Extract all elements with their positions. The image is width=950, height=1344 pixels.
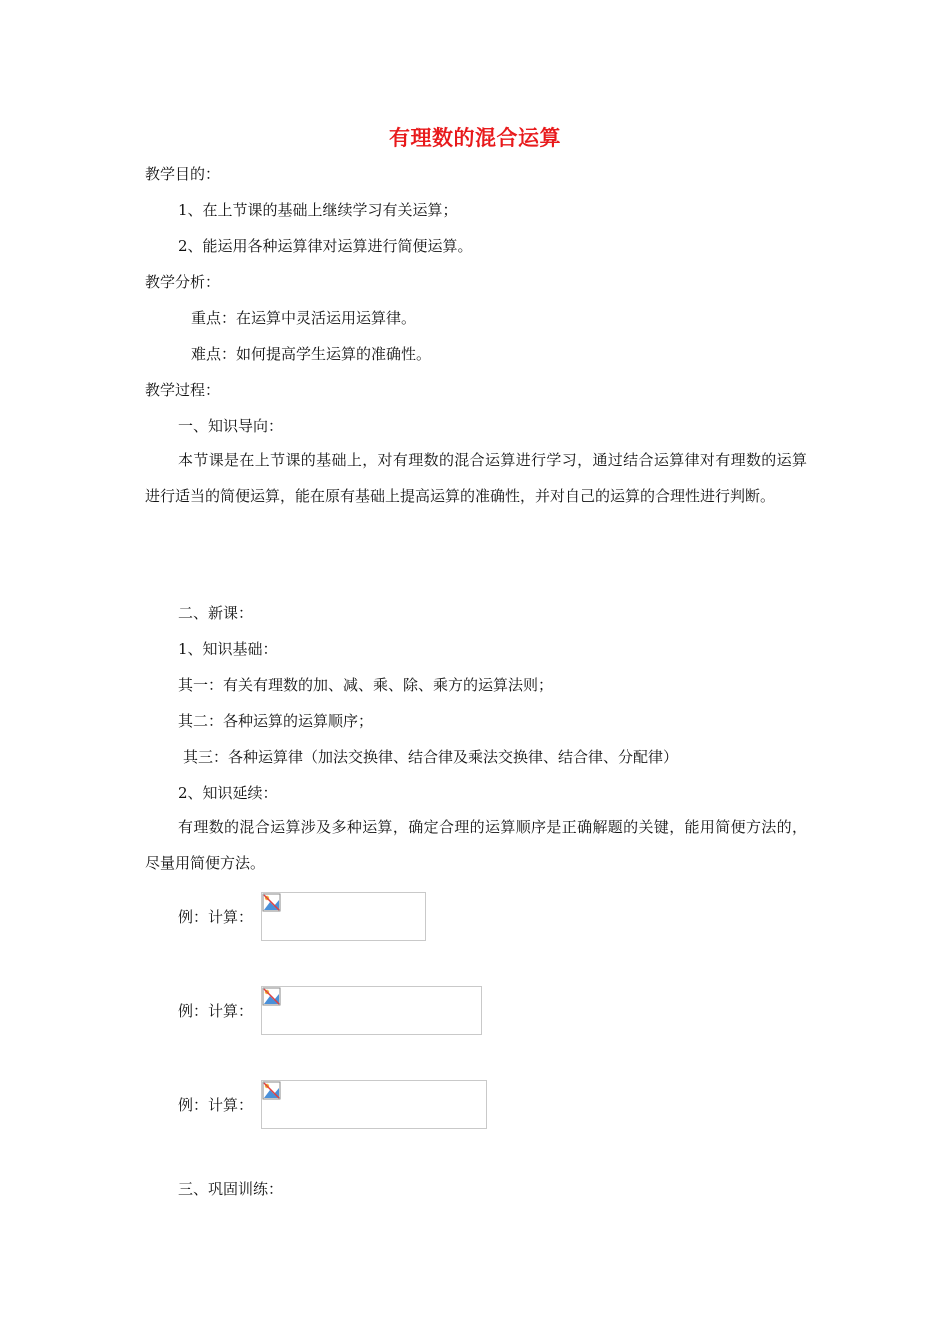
example-label: 例：计算： [178,1096,254,1114]
knowledge-item-3: 其三：各种运算律（加法交换律、结合律及乘法交换律、结合律、分配律） [183,748,679,766]
example-label: 例：计算： [178,1002,254,1020]
difficulty-point: 难点：如何提高学生运算的准确性。 [191,345,432,363]
sub2-heading: 2、知识延续： [178,784,278,802]
sub2-paragraph: 有理数的混合运算涉及多种运算，确定合理的运算顺序是正确解题的关键，能用简便方法的，尽量用简便方法。 [145,818,807,872]
example-formula-image [261,1080,487,1129]
knowledge-item-1: 其一：有关有理数的加、减、乘、除、乘方的运算法则； [178,676,554,694]
page-title: 有理数的混合运算 [389,126,561,150]
objective-item-1: 1、在上节课的基础上继续学习有关运算； [178,201,458,219]
part1-heading: 一、知识导向： [178,417,284,435]
example-label: 例：计算： [178,908,254,926]
broken-image-icon [262,893,282,913]
broken-image-icon [262,1081,282,1101]
process-heading: 教学过程： [145,381,221,399]
objectives-heading: 教学目的： [145,165,221,183]
part3-heading: 三、巩固训练： [178,1180,284,1198]
example-formula-image [261,986,482,1035]
analysis-heading: 教学分析： [145,273,221,291]
part2-heading: 二、新课： [178,604,254,622]
example-formula-image [261,892,426,941]
key-point: 重点：在运算中灵活运用运算律。 [191,309,417,327]
knowledge-item-2: 其二：各种运算的运算顺序； [178,712,374,730]
objective-item-2: 2、能运用各种运算律对运算进行简便运算。 [178,237,473,255]
part1-paragraph: 本节课是在上节课的基础上，对有理数的混合运算进行学习，通过结合运算律对有理数的运算进行适当的简便运算，能在原有基础上提高运算的准确性，并对自己的运算的合理性进行判断。 [145,451,807,505]
sub1-heading: 1、知识基础： [178,640,278,658]
broken-image-icon [262,987,282,1007]
